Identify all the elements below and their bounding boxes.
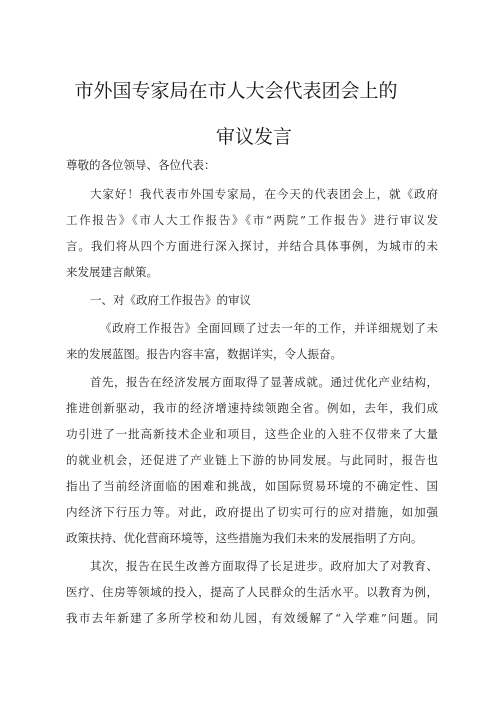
body-line: 指出了当前经济面临的困难和挑战，如国际贸易环境的不确定性、国 [66, 479, 438, 493]
body-line: 我市去年新建了多所学校和幼儿园，有效缓解了“入学难”问题。同 [66, 611, 438, 625]
body-line: 推进创新驱动，我市的经济增速持续领跑全省。例如，去年，我们成 [66, 401, 438, 415]
body-line: 内经济下行压力等。对此，政府提出了切实可行的应对措施，如加强 [66, 505, 438, 519]
body-line: 来的发展蓝图。报告内容丰富，数据详实，令人振奋。 [66, 347, 342, 361]
salutation-line: 尊敬的各位领导、各位代表： [66, 158, 216, 172]
body-line: 来发展建言献策。 [66, 265, 158, 279]
body-line: 其次，报告在民生改善方面取得了长足进步。政府加大了对教育、 [90, 559, 438, 573]
body-line: 《政府工作报告》全面回顾了过去一年的工作，并详细规划了未 [100, 321, 438, 335]
document-title-line-1: 市外国专家局在市人大会代表团会上的 [74, 80, 398, 102]
body-line: 言。我们将从四个方面进行深入探讨，并结合具体事例，为城市的未 [66, 239, 438, 253]
body-line: 医疗、住房等领域的投入，提高了人民群众的生活水平。以教育为例， [66, 585, 438, 599]
section-heading: 一、对《政府工作报告》的审议 [90, 293, 251, 307]
body-line: 大家好！我代表市外国专家局，在今天的代表团会上，就《政府 [90, 187, 438, 201]
document-title-line-2: 审议发言 [215, 126, 292, 148]
body-line: 的就业机会，还促进了产业链上下游的协同发展。与此同时，报告也 [66, 453, 438, 467]
body-line: 功引进了一批高新技术企业和项目，这些企业的入驻不仅带来了大量 [66, 427, 438, 441]
body-line: 首先，报告在经济发展方面取得了显著成就。通过优化产业结构， [90, 375, 438, 389]
body-line: 工作报告》《市人大工作报告》《市“两院”工作报告》进行审议发 [66, 213, 438, 227]
body-line: 政策扶持、优化营商环境等，这些措施为我们未来的发展指明了方向。 [66, 531, 423, 545]
